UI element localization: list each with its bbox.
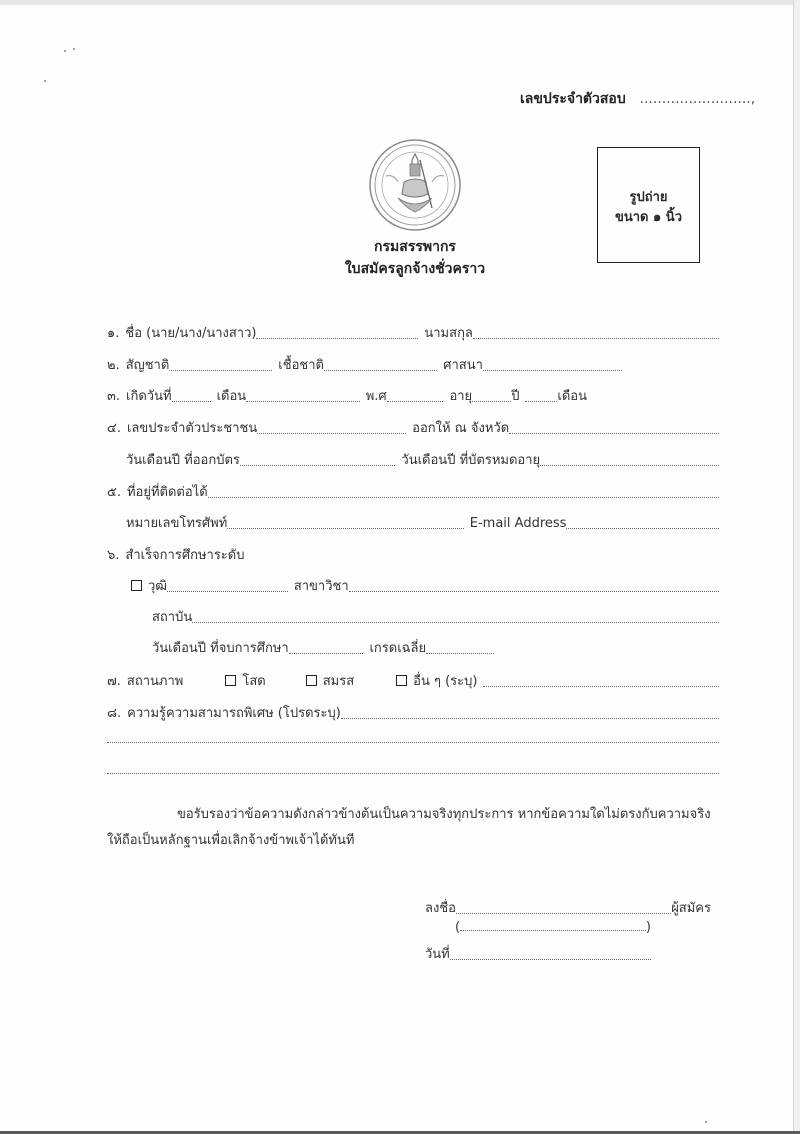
printed-name-input[interactable]: [460, 929, 646, 931]
email-label: E-mail Address: [469, 516, 567, 531]
signature-label: ลงชื่อ: [425, 901, 456, 916]
photo-box-label: รูปถ่าย: [629, 190, 668, 205]
major-input[interactable]: [349, 590, 719, 592]
field-row-address: [107, 481, 719, 502]
race-label: เชื้อชาติ: [278, 358, 324, 373]
declaration-line-1: ขอรับรองว่าข้อความดังกล่าวข้างต้นเป็นความจริงทุกประการ หากข้อความใดไม่ตรงกับความจริง: [177, 807, 711, 822]
birth-month-input[interactable]: [246, 400, 360, 402]
major-label: สาขาวิชา: [293, 579, 349, 594]
scan-top-edge: [0, 0, 800, 5]
status-single-checkbox[interactable]: [225, 675, 236, 686]
age-years-input[interactable]: [472, 400, 511, 402]
scan-speck: [73, 48, 75, 50]
field-row-degree: [131, 575, 719, 596]
birth-day-label: เกิดวันที่: [126, 389, 172, 404]
graduation-date-input[interactable]: [289, 652, 364, 654]
birth-day-input[interactable]: [172, 400, 211, 402]
field-row-birth: [107, 385, 587, 406]
citizen-id-input[interactable]: [257, 432, 406, 434]
degree-checkbox[interactable]: [131, 580, 142, 591]
field-row-marital-status: [107, 670, 719, 691]
status-married-label: สมรส: [322, 674, 355, 689]
institution-label: สถาบัน: [152, 610, 193, 625]
email-input[interactable]: [566, 527, 719, 529]
exam-id-input[interactable]: .........................,: [639, 91, 756, 107]
issued-province-input[interactable]: [509, 432, 719, 434]
revenue-department-seal-icon: [368, 138, 462, 232]
race-input[interactable]: [324, 369, 437, 371]
skills-input[interactable]: [341, 717, 719, 719]
signature-row: [425, 897, 711, 918]
status-other-checkbox[interactable]: [396, 675, 407, 686]
institution-input[interactable]: [192, 621, 719, 623]
open-paren: (: [455, 920, 461, 935]
issue-date-label: วันเดือนปี ที่ออกบัตร: [126, 453, 240, 468]
status-single-label: โสด: [242, 674, 266, 689]
religion-input[interactable]: [483, 369, 622, 371]
education-label: สำเร็จการศึกษาระดับ: [125, 548, 245, 563]
scan-speck: [705, 1121, 707, 1123]
age-months-label: เดือน: [557, 389, 587, 404]
phone-label: หมายเลขโทรศัพท์: [126, 516, 228, 531]
skills-label: ความรู้ความสามารถพิเศษ (โปรดระบุ): [127, 706, 341, 721]
close-paren: ): [645, 920, 651, 935]
gpa-label: เกรดเฉลี่ย: [369, 641, 427, 656]
printed-name-row: [455, 920, 651, 935]
field-number: ๑.: [107, 326, 120, 341]
date-input[interactable]: [450, 958, 651, 960]
skills-extra-input-2[interactable]: [107, 772, 719, 774]
birth-month-label: เดือน: [216, 389, 247, 404]
status-other-label: อื่น ๆ (ระบุ): [413, 674, 478, 689]
address-label: ที่อยู่ที่ติดต่อได้: [126, 485, 208, 500]
field-number: ๘.: [107, 706, 122, 721]
name-label: ชื่อ (นาย/นาง/นางสาว): [125, 326, 257, 341]
age-months-input[interactable]: [525, 400, 557, 402]
citizen-id-label: เลขประจำตัวประชาชน: [126, 421, 258, 436]
nationality-label: สัญชาติ: [125, 358, 170, 373]
exam-id-field: [520, 88, 755, 110]
religion-label: ศาสนา: [443, 358, 483, 373]
issued-province-label: ออกให้ ณ จังหวัด: [412, 421, 510, 436]
field-row-contact: [126, 512, 719, 533]
exam-id-label: เลขประจำตัวสอบ: [520, 91, 626, 107]
field-row-skills: [107, 702, 719, 723]
declaration-line-2: ให้ถือเป็นหลักฐานเพื่อเลิกจ้างข้าพเจ้าได้ทันที: [107, 833, 355, 848]
scan-speck: [44, 80, 46, 82]
skills-extra-input-1[interactable]: [107, 741, 719, 743]
department-name: กรมสรรพากร: [374, 239, 456, 255]
field-row-nationality: [107, 354, 622, 375]
scan-right-edge: [793, 0, 800, 1134]
marital-status-label: สถานภาพ: [126, 674, 184, 689]
expiry-date-label: วันเดือนปี ที่บัตรหมดอายุ: [401, 453, 541, 468]
age-label: อายุ: [449, 389, 473, 404]
applicant-label: ผู้สมัคร: [671, 901, 711, 916]
address-input[interactable]: [208, 496, 719, 498]
gpa-input[interactable]: [426, 652, 494, 654]
status-other-input[interactable]: [483, 685, 719, 687]
field-number: ๒.: [107, 358, 120, 373]
field-row-education: [107, 544, 244, 565]
name-input[interactable]: [256, 337, 418, 339]
skills-extra-line-1: [107, 733, 719, 747]
expiry-date-input[interactable]: [540, 464, 719, 466]
degree-input[interactable]: [167, 590, 288, 592]
surname-label: นามสกุล: [424, 326, 473, 341]
scan-speck: [64, 50, 66, 52]
field-number: ๓.: [107, 389, 121, 404]
surname-input[interactable]: [473, 337, 719, 339]
photo-placeholder-box: [597, 147, 700, 263]
field-row-name: [107, 322, 719, 343]
phone-input[interactable]: [227, 527, 463, 529]
field-number: ๖.: [107, 548, 120, 563]
field-row-graduation: [152, 637, 494, 658]
date-row: [425, 943, 651, 964]
field-number: ๔.: [107, 421, 121, 436]
field-row-institution: [152, 606, 719, 627]
field-number: ๕.: [107, 485, 121, 500]
skills-extra-line-2: [107, 764, 719, 778]
field-number: ๗.: [107, 674, 121, 689]
issue-date-input[interactable]: [240, 464, 396, 466]
form-title: ใบสมัครลูกจ้างชั่วคราว: [344, 261, 486, 277]
degree-label: วุฒิ: [148, 579, 168, 594]
signature-input[interactable]: [456, 912, 671, 914]
graduation-date-label: วันเดือนปี ที่จบการศึกษา: [152, 641, 289, 656]
date-label: วันที่: [425, 947, 450, 962]
birth-year-label: พ.ศ: [365, 389, 387, 404]
age-years-label: ปี: [511, 389, 520, 404]
status-married-checkbox[interactable]: [306, 675, 317, 686]
photo-box-size: ขนาด ๑ นิ้ว: [614, 210, 682, 225]
nationality-input[interactable]: [169, 369, 272, 371]
field-row-citizen-id: [107, 417, 719, 438]
birth-year-input[interactable]: [387, 400, 444, 402]
field-row-card-dates: [126, 449, 719, 470]
